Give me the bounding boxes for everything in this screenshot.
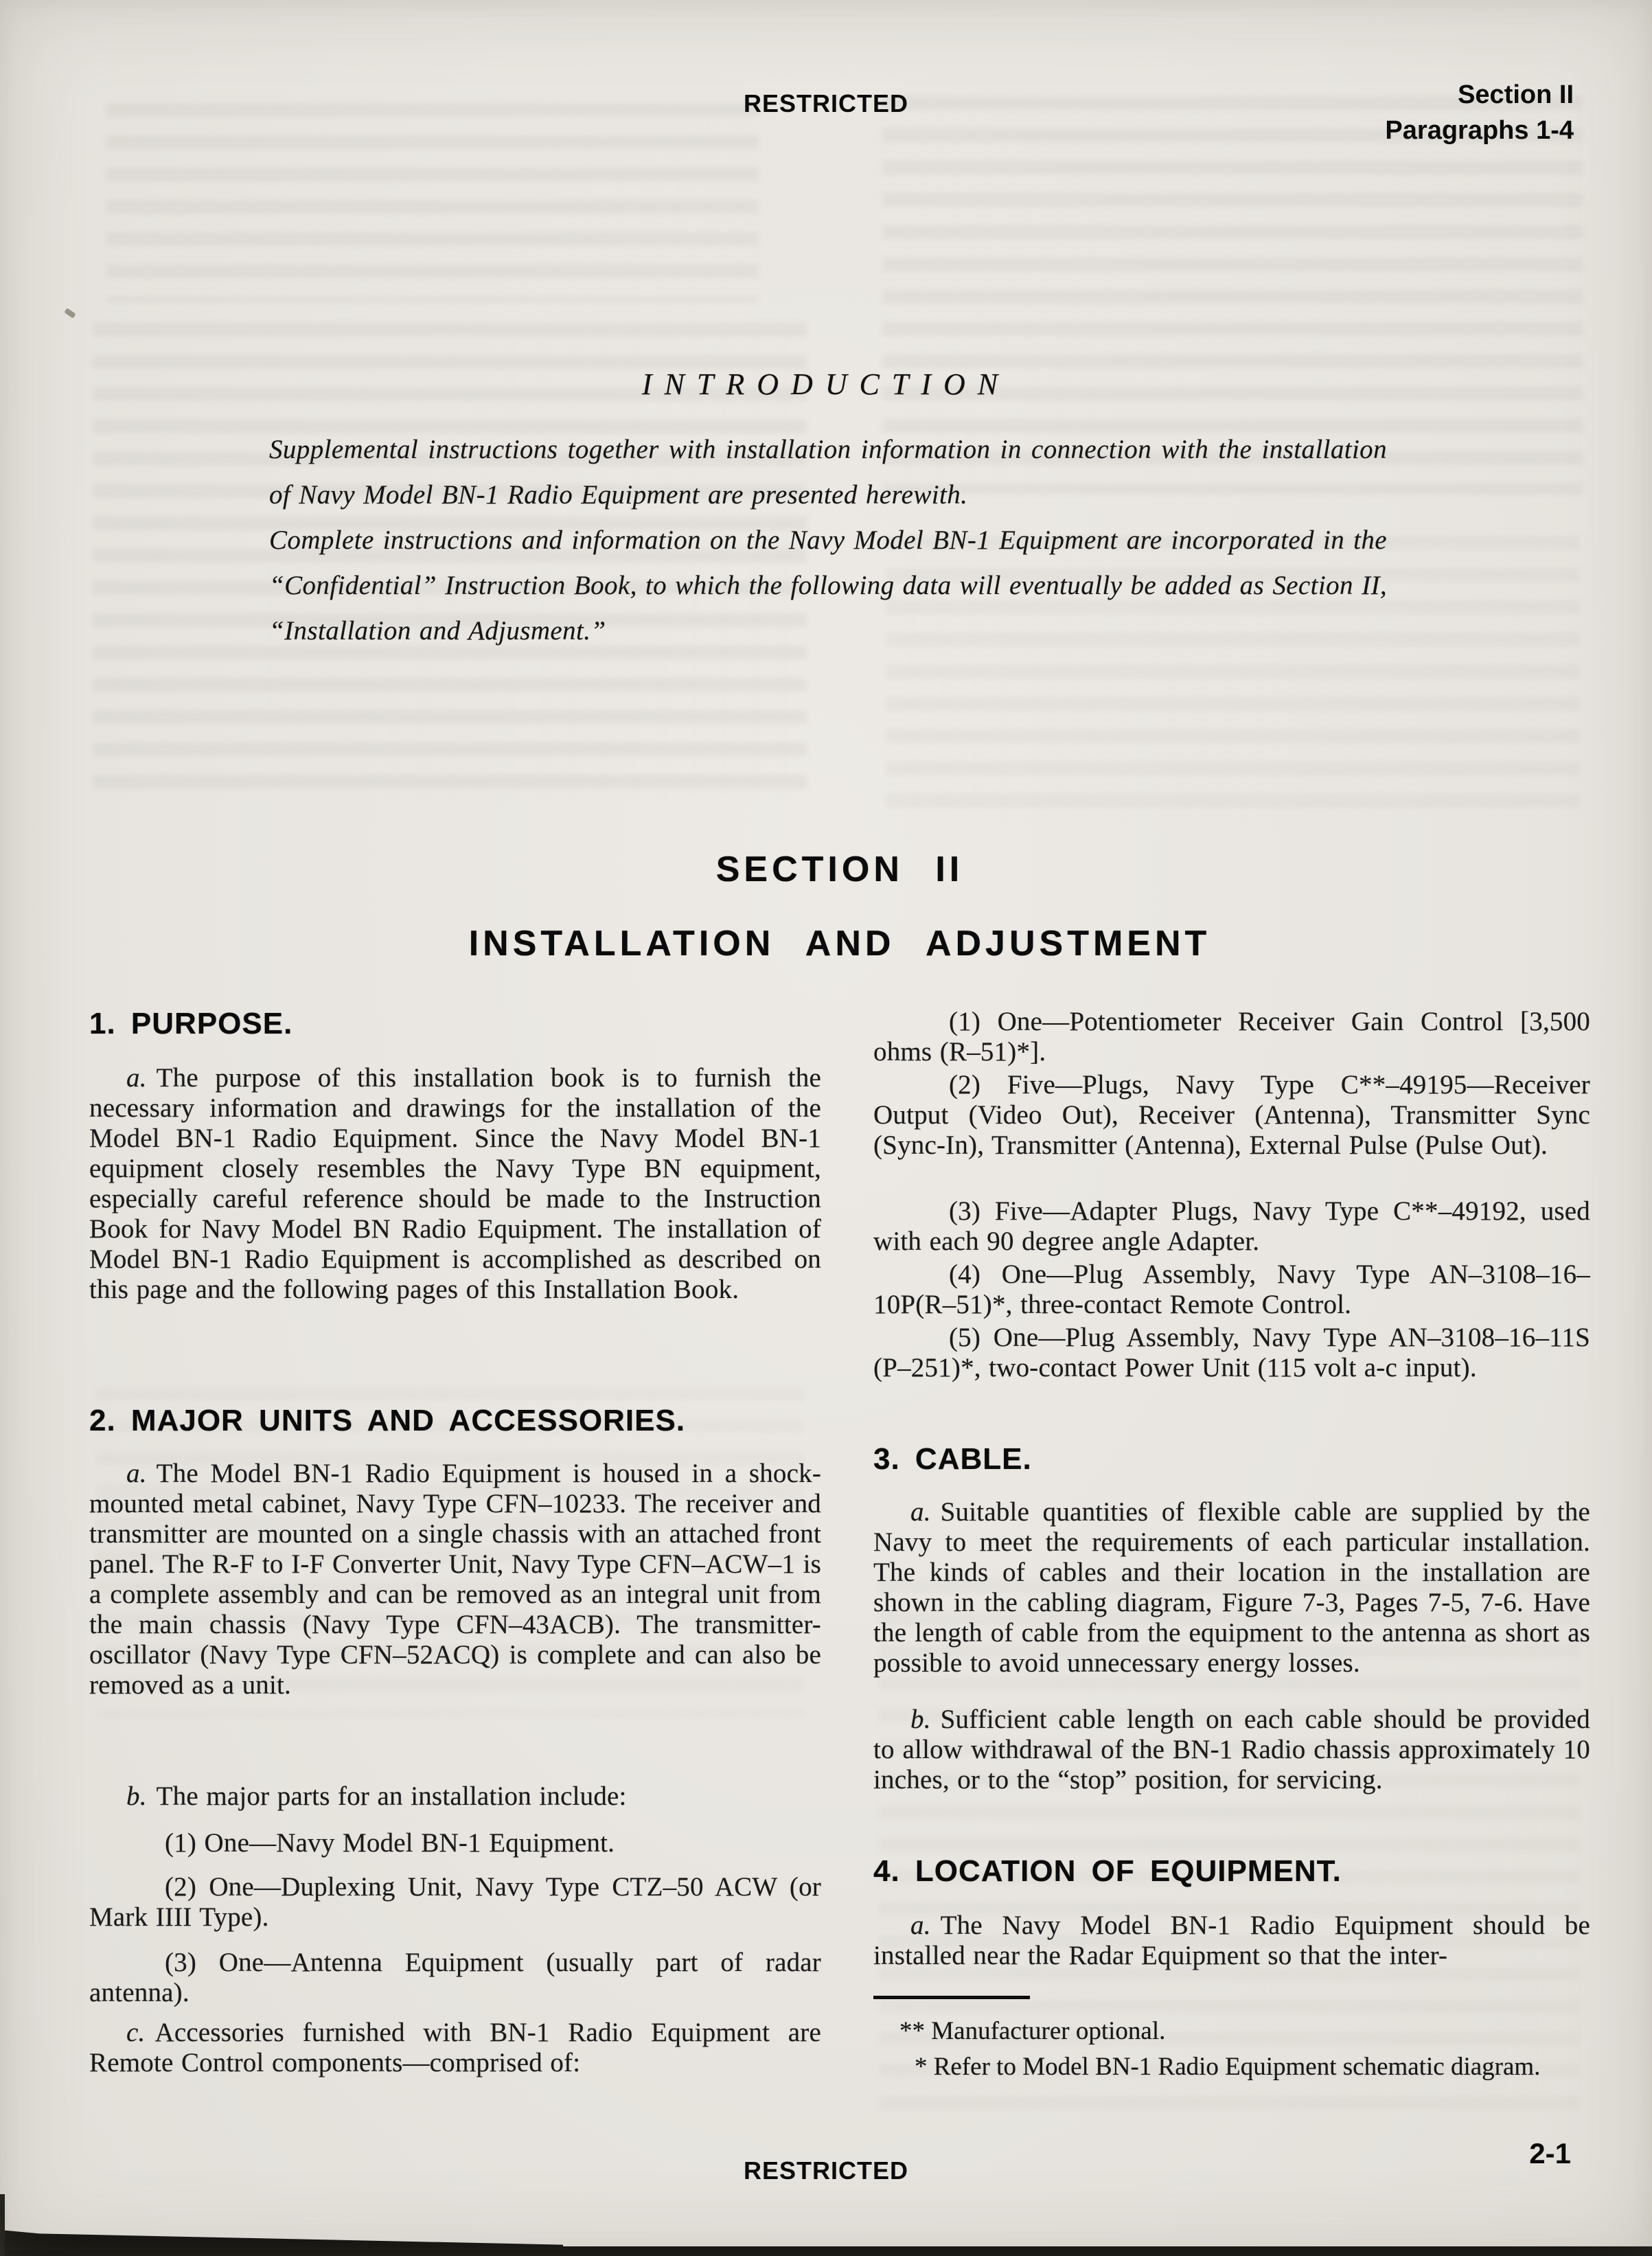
paragraph-marker: a.	[126, 1459, 147, 1488]
list-item-accessory-2: (2) Five—Plugs, Navy Type C**–49195—Receiver Output (Video Out), Receiver (Antenna), Transmitter Sync (Sync-In), Transmitter (Antenna), External Pulse (Pulse Out).	[873, 1070, 1590, 1160]
paragraph-major-units-b	[89, 1781, 821, 1812]
paragraph-text: The purpose of this installation book is to furnish the necessary information and drawings for the installation of the Model BN-1 Radio Equipment. Since the Navy Model BN-1 equipment closely resembles the Navy Type BN equipment, especially careful reference should be made to the Instruction Book for Navy Model BN Radio Equipment. The installation of Model BN-1 Radio Equipment is accomplished as described on this page and the following pages of this Installation Book.	[89, 1063, 821, 1304]
paragraph-text: The Navy Model BN-1 Radio Equipment should be installed near the Radar Equipment so that the inter-	[873, 1911, 1590, 1970]
scan-speck	[64, 308, 76, 319]
paragraph-major-units-c	[89, 2018, 821, 2078]
list-item-accessory-5: (5) One—Plug Assembly, Navy Type AN–3108–16–11S (P–251)*, two-contact Power Unit (115 volt a-c input).	[873, 1323, 1590, 1382]
paragraph-location-a	[873, 1911, 1590, 1971]
introduction-paragraph: Supplemental instructions together with installation information in connection with the installation of Navy Model BN-1 Radio Equipment are presented herewith.	[269, 435, 1387, 510]
heading-location: 4. LOCATION OF EQUIPMENT.	[873, 1854, 1342, 1888]
paragraph-text: The Model BN-1 Radio Equipment is housed in a shock-mounted metal cabinet, Navy Type CFN–10233. The receiver and transmitter are mounted on a single chassis with an attached front panel. The R-F to I-F Converter Unit, Navy Type CFN–ACW–1 is a complete assembly and can be removed as an integral unit from the main chassis (Navy Type CFN–43ACB). The transmitter-oscillator (Navy Type CFN–52ACQ) is complete and can also be removed as a unit.	[89, 1459, 821, 1700]
list-item-major-parts-2: (2) One—Duplexing Unit, Navy Type CTZ–50 ACW (or Mark IIII Type).	[89, 1872, 821, 1932]
paragraph-purpose-a	[89, 1063, 821, 1305]
footer-classification: RESTRICTED	[743, 2156, 908, 2185]
introduction-title: INTRODUCTION	[641, 367, 1011, 401]
paragraph-text: Sufficient cable length on each cable should be provided to allow withdrawal of the BN-1 Radio chassis approximately 10 inches, or to the “stop” position, for servicing.	[873, 1705, 1590, 1794]
list-item-accessory-1: (1) One—Potentiometer Receiver Gain Control [3,500 ohms (R–51)*].	[873, 1007, 1590, 1067]
paragraph-text: Accessories furnished with BN-1 Radio Equipment are Remote Control components—comprised of:	[89, 2018, 821, 2077]
header-section-ref: Section II	[1458, 80, 1574, 109]
paragraph-text: Suitable quantities of flexible cable are supplied by the Navy to meet the requirements of each particular installation. The kinds of cables and their location in the installation are shown in the cabling diagram, Figure 7-3, Pages 7-5, 7-6. Have the length of cable from the equipment to the antenna as short as possible to avoid unnecessary energy losses.	[873, 1497, 1590, 1678]
footnote-refer: * Refer to Model BN-1 Radio Equipment schematic diagram.	[915, 2053, 1541, 2081]
footnote-manufacturer: ** Manufacturer optional.	[899, 2017, 1166, 2045]
paragraph-marker: a.	[126, 1063, 147, 1093]
paragraph-marker: b.	[126, 1781, 147, 1811]
footnote-divider	[873, 1996, 1030, 1999]
introduction-paragraph: Complete instructions and information on the Navy Model BN-1 Equipment are incorporated in the “Confidential” Instruction Book, to which the following data will eventually be added as Section II, “Installation and Adjusment.”	[269, 525, 1387, 646]
list-item-accessory-4: (4) One—Plug Assembly, Navy Type AN–3108–16–10P(R–51)*, three-contact Remote Control.	[873, 1260, 1590, 1319]
scan-edge-left	[0, 2194, 5, 2256]
bleedthrough-artifact	[106, 103, 759, 302]
paragraph-cable-b	[873, 1705, 1590, 1795]
list-item-accessory-3: (3) Five—Adapter Plugs, Navy Type C**–49192, used with each 90 degree angle Adapter.	[873, 1196, 1590, 1256]
header-paragraphs-ref: Paragraphs 1-4	[1385, 116, 1574, 145]
paragraph-marker: c.	[126, 2018, 146, 2047]
list-item-major-parts-3: (3) One—Antenna Equipment (usually part of radar antenna).	[89, 1948, 821, 2007]
header-classification: RESTRICTED	[743, 89, 908, 117]
section-number-heading: SECTION II	[715, 850, 964, 889]
paragraph-major-units-a	[89, 1459, 821, 1700]
footer-page-number: 2-1	[1529, 2137, 1571, 2169]
paragraph-text: The major parts for an installation include:	[156, 1781, 627, 1811]
section-title-heading: INSTALLATION AND ADJUSTMENT	[468, 924, 1211, 964]
paragraph-marker: b.	[910, 1705, 931, 1734]
heading-purpose: 1. PURPOSE.	[89, 1007, 293, 1040]
scan-edge-corner	[0, 2230, 563, 2251]
paragraph-marker: a.	[910, 1497, 931, 1527]
heading-cable: 3. CABLE.	[873, 1442, 1032, 1476]
paragraph-marker: a.	[910, 1911, 931, 1940]
list-item-major-parts-1: (1) One—Navy Model BN-1 Equipment.	[165, 1828, 615, 1858]
paragraph-cable-a	[873, 1497, 1590, 1678]
header-reference	[1385, 77, 1574, 148]
heading-major-units: 2. MAJOR UNITS AND ACCESSORIES.	[89, 1404, 686, 1437]
